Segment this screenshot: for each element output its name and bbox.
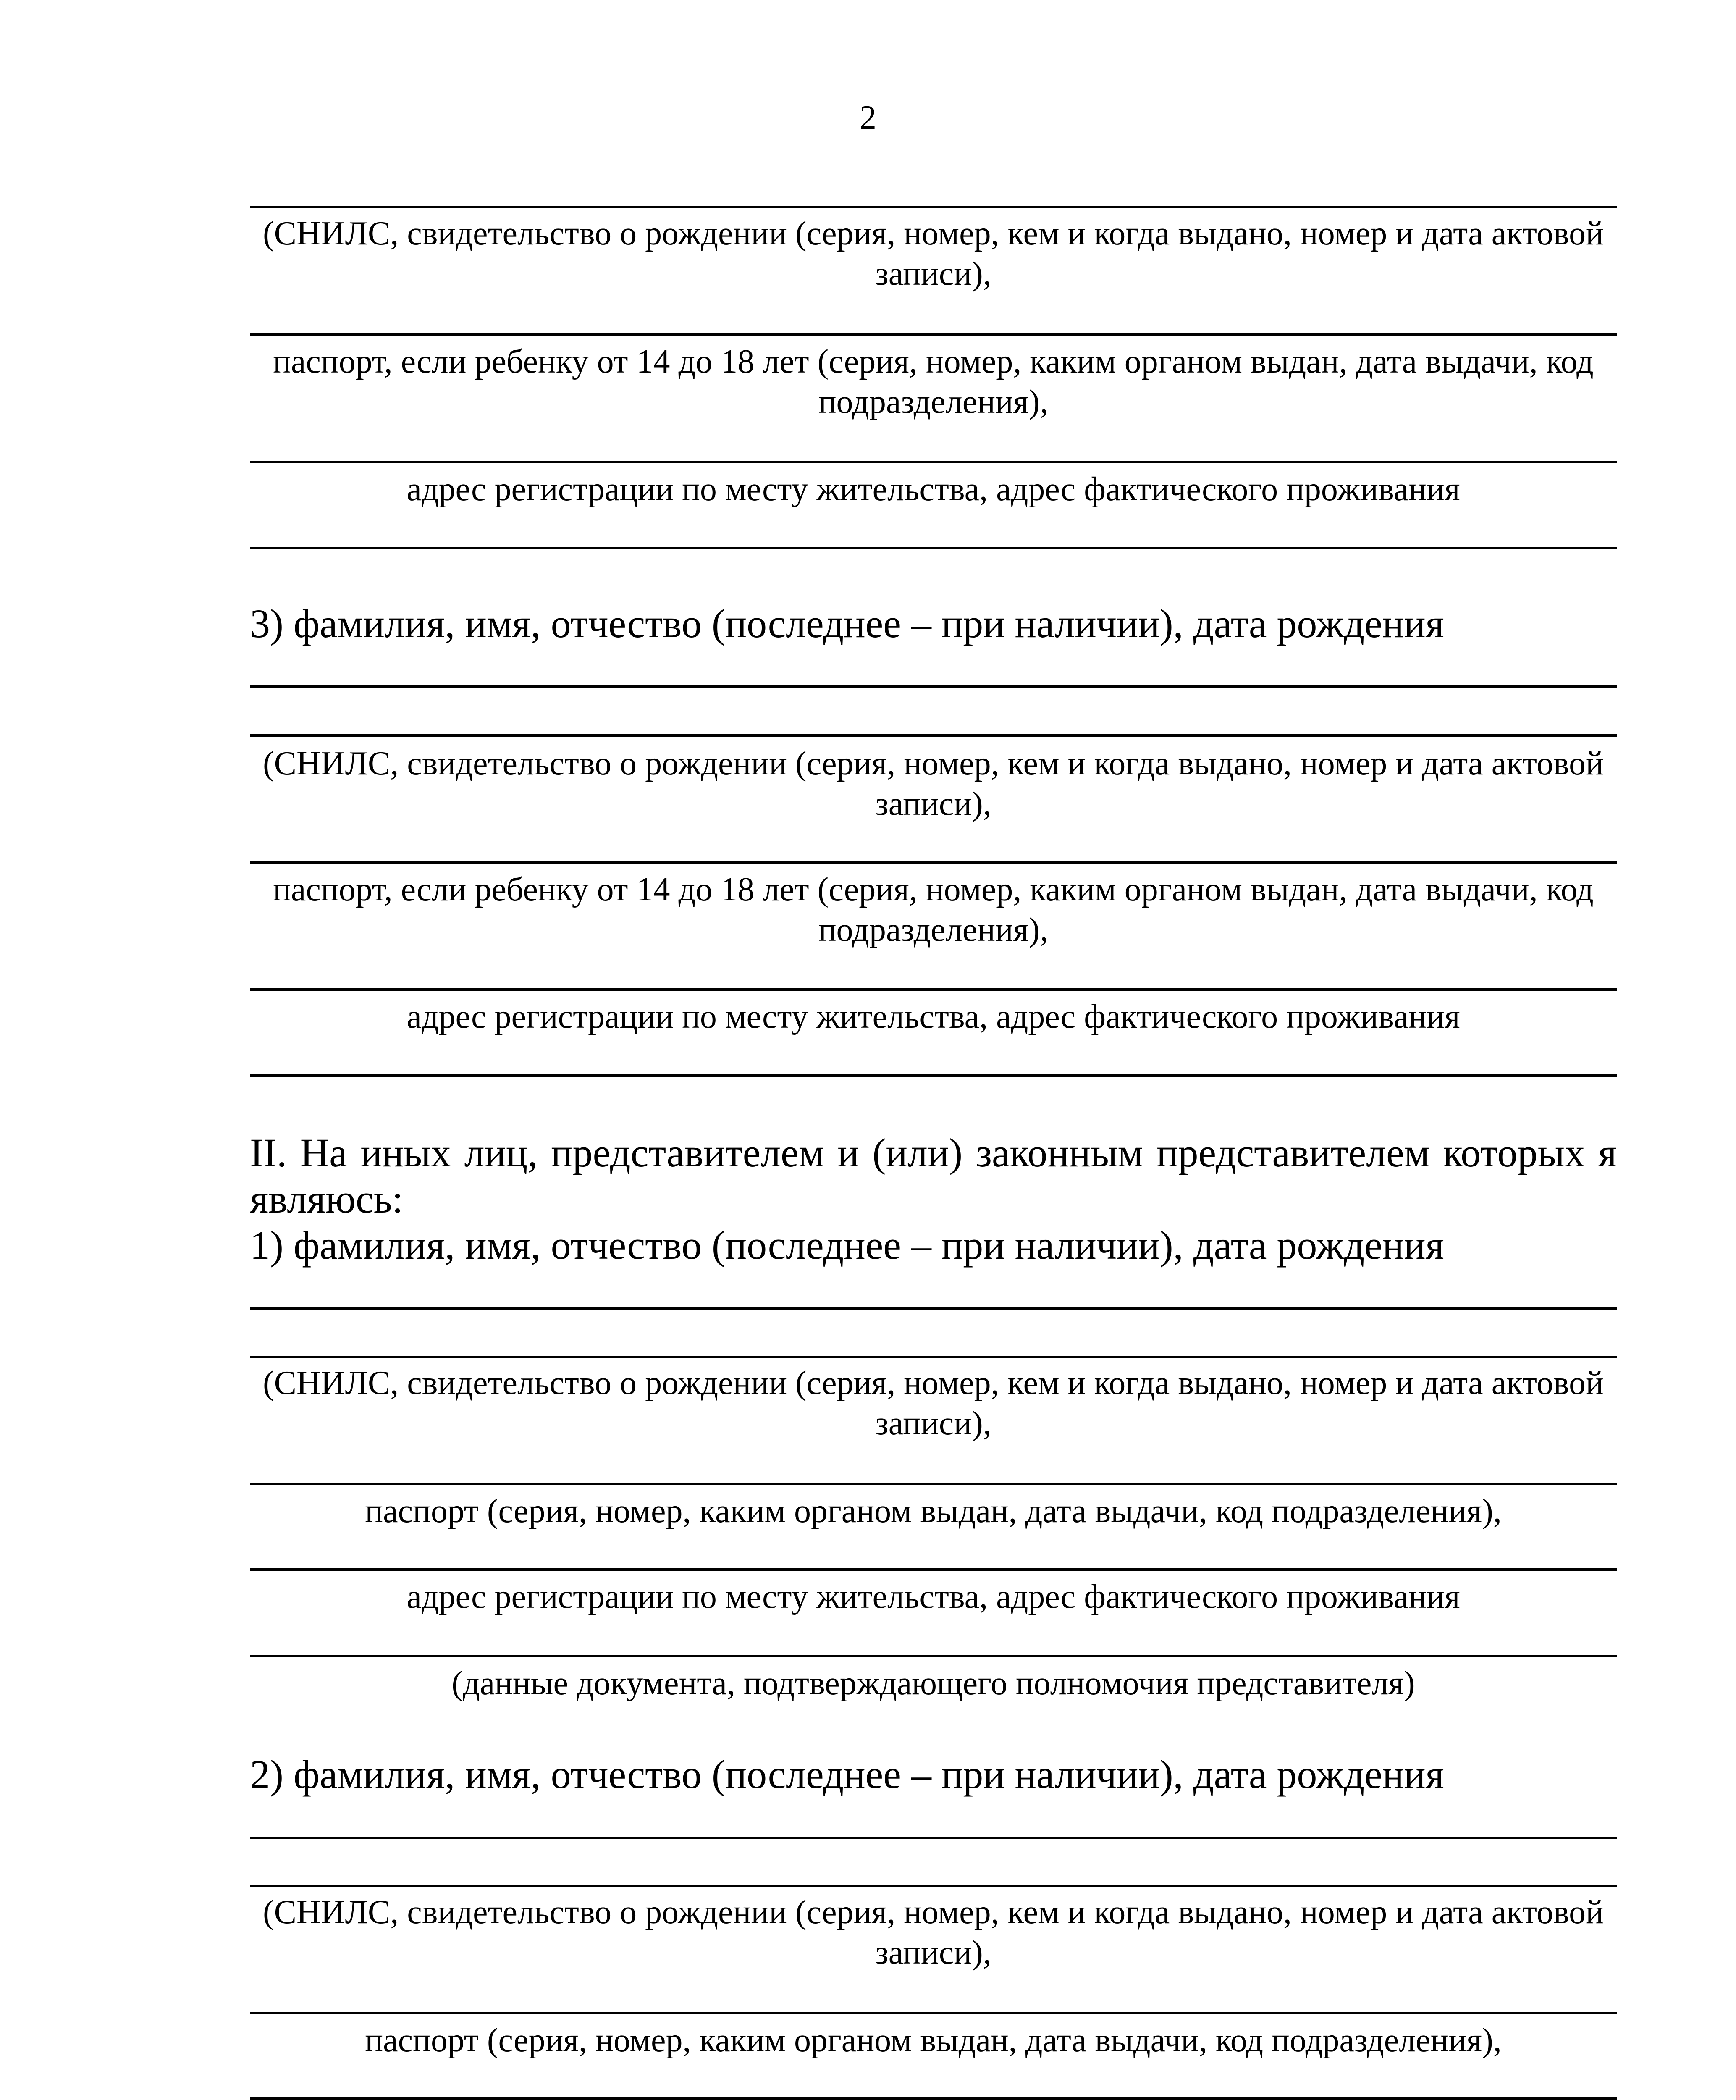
blank-line [250,333,1617,336]
address-caption: адрес регистрации по месту жительства, адрес фактического проживания [406,471,1460,508]
blank-line [250,1885,1617,1887]
authority-caption: (данные документа, подтверждающего полномочия представителя) [451,1665,1415,1702]
person-1-heading: 1) фамилия, имя, отчество (последнее – при наличии), дата рождения [250,1223,1444,1268]
blank-line [250,1655,1617,1657]
page-number: 2 [860,99,876,136]
blank-line [250,1837,1617,1839]
passport-caption: паспорт, если ребенку от 14 до 18 лет (серия, номер, каким органом выдан, дата выдачи, код подразделения), [273,343,1594,420]
passport-caption: паспорт (серия, номер, каким органом выдан, дата выдачи, код подразделения), [365,2022,1502,2059]
address-caption: адрес регистрации по месту жительства, адрес фактического проживания [406,998,1460,1035]
address-caption: адрес регистрации по месту жительства, адрес фактического проживания [406,1578,1460,1615]
blank-line [250,206,1617,208]
blank-line [250,1356,1617,1358]
blank-line [250,547,1617,549]
section-2-heading: II. На иных лиц, представителем и (или) законным представителем которых я являюсь: [250,1130,1617,1221]
snils-caption: (СНИЛС, свидетельство о рождении (серия, номер, кем и когда выдано, номер и дата актовой записи), [263,745,1604,822]
blank-line [250,2012,1617,2014]
snils-caption: (СНИЛС, свидетельство о рождении (серия, номер, кем и когда выдано, номер и дата актовой записи), [263,1365,1604,1442]
blank-line [250,461,1617,463]
blank-line [250,1568,1617,1571]
blank-line [250,734,1617,737]
person-2-heading: 2) фамилия, имя, отчество (последнее – при наличии), дата рождения [250,1752,1444,1797]
blank-line [250,861,1617,864]
blank-line [250,2097,1617,2100]
blank-line [250,1074,1617,1077]
blank-line [250,1307,1617,1310]
snils-caption: (СНИЛС, свидетельство о рождении (серия, номер, кем и когда выдано, номер и дата актовой записи), [263,1894,1604,1971]
child-3-heading: 3) фамилия, имя, отчество (последнее – при наличии), дата рождения [250,601,1444,646]
passport-caption: паспорт, если ребенку от 14 до 18 лет (серия, номер, каким органом выдан, дата выдачи, код подразделения), [273,871,1594,948]
blank-line [250,988,1617,991]
snils-caption: (СНИЛС, свидетельство о рождении (серия, номер, кем и когда выдано, номер и дата актовой записи), [263,215,1604,292]
blank-line [250,1483,1617,1485]
blank-line [250,685,1617,688]
passport-caption: паспорт (серия, номер, каким органом выдан, дата выдачи, код подразделения), [365,1493,1502,1530]
